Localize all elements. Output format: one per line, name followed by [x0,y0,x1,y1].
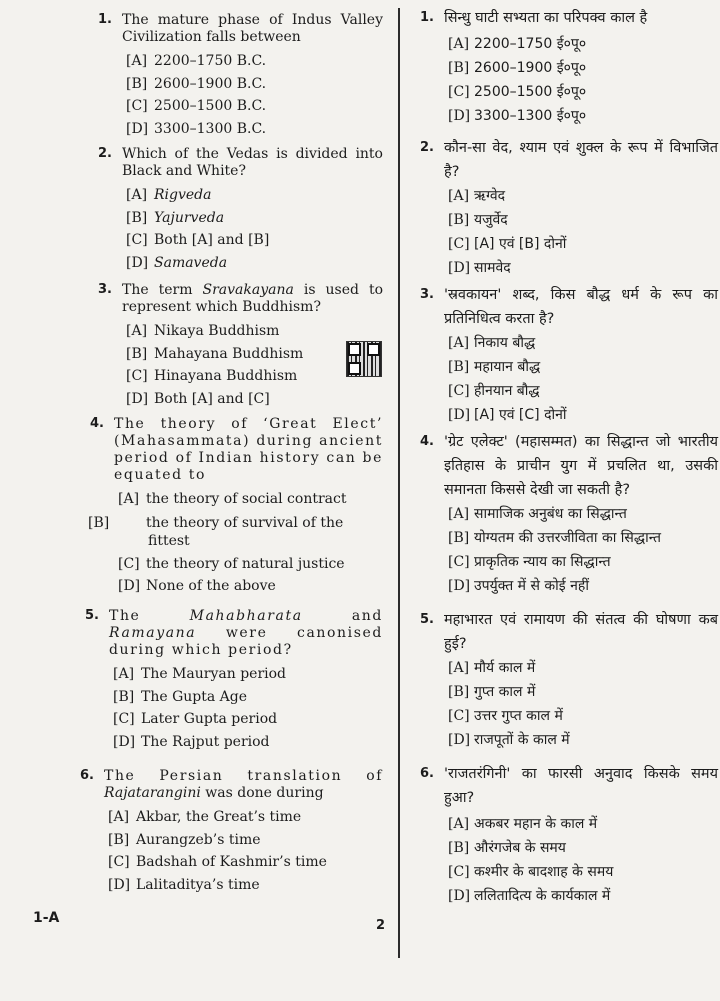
option-c: [C] 2500–1500 B.C. [126,98,267,114]
option-c: [C] the theory of natural justice [118,555,345,572]
option-list [98,320,383,410]
question-number: 2. [98,146,112,161]
question-number: 3. [98,282,112,297]
question-text: The Persian translation of Rajatarangini was done during [104,768,383,801]
option-b: [B] Mahayana Buddhism [126,345,304,362]
question-3-hi [420,283,718,427]
question-text: 'राजतरंगिनी' का फारसी अनुवाद किसके समय हुआ? [444,766,718,806]
option-a: [A] 2200–1750 B.C. [126,53,267,69]
option-list [80,806,383,896]
option-a: [A] the theory of social contract [118,491,347,507]
question-6-hi [420,762,718,908]
option-d: [D] Samaveda [126,254,228,271]
question-6-en [80,768,383,896]
option-d: [D] None of the above [118,578,276,594]
option-b: [B] योग्यतम की उत्तरजीविता का सिद्धान्त [448,530,662,546]
option-b: [B] Yajurveda [126,209,225,226]
option-d: [D] The Rajput period [113,733,270,750]
option-a: [A] Rigveda [126,187,212,203]
option-d: [D] Both [A] and [C] [126,390,270,407]
option-a: [A] निकाय बौद्ध [448,335,536,351]
option-list [90,488,383,598]
question-number: 6. [80,768,94,783]
question-number: 5. [85,608,99,623]
option-c: [C] Hinayana Buddhism [126,368,298,384]
option-a: [A] सामाजिक अनुबंध का सिद्धान्त [448,506,627,522]
option-a: [A] 2200–1750 ई०पू० [448,36,587,52]
option-list [420,32,718,128]
question-3-en [98,282,383,410]
option-d: [D] ललितादित्य के कार्यकाल में [448,888,611,904]
option-d: [D] उपर्युक्त में से कोई नहीं [448,578,589,594]
option-list [420,331,718,427]
question-text: Which of the Vedas is divided into Black and White? [122,146,383,179]
question-number: 6. [420,766,434,781]
option-list [85,663,383,753]
booklet-code: 1-A [33,910,60,926]
page-number: 2 [376,918,386,933]
option-c: [C] हीनयान बौद्ध [448,383,540,399]
option-a: [A] ऋग्वेद [448,188,506,204]
question-5-en [85,608,383,753]
option-a: [A] Akbar, the Great’s time [108,809,302,825]
option-c: [C] 2500–1500 ई०पू० [448,84,587,100]
question-number: 4. [90,416,104,431]
option-c: [C] प्राकृतिक न्याय का सिद्धान्त [448,554,611,570]
question-text: 'स्रवकायन' शब्द, किस बौद्ध धर्म के रूप का प्रतिनिधित्व करता है? [444,287,718,327]
option-c: [C] Later Gupta period [113,711,278,727]
question-4-hi [420,430,718,598]
option-list [98,184,383,274]
question-number: 1. [420,10,434,25]
question-2-en [98,146,383,274]
question-text: कौन-सा वेद, श्याम एवं शुक्ल के रूप में विभाजित है? [444,140,718,180]
question-text: महाभारत एवं रामायण की संतत्व की घोषणा कब हुई? [444,612,718,652]
question-2-hi [420,136,718,280]
question-number: 4. [420,434,434,449]
option-c: [C] Both [A] and [B] [126,232,270,248]
question-text: सिन्धु घाटी सभ्यता का परिपक्व काल है [444,10,648,26]
option-c: [C] उत्तर गुप्त काल में [448,708,563,724]
option-d: [D] 3300–1300 B.C. [126,120,267,137]
question-text: The Mahabharata and Ramayana were canonised during which period? [109,608,383,658]
question-5-hi [420,608,718,752]
option-a: [A] The Mauryan period [113,666,287,682]
question-number: 3. [420,287,434,302]
question-text: 'ग्रेट एलेक्ट' (महासम्मत) का सिद्धान्त जो भारतीय इतिहास के प्राचीन युग में प्रचलित था, उसकी समानता किससे देखी जा सकती है? [444,434,718,498]
question-text: The mature phase of Indus Valley Civilization falls between [122,12,383,45]
option-a: [A] Nikaya Buddhism [126,323,280,339]
question-number: 5. [420,612,434,627]
option-list [420,502,718,598]
option-d: [D] सामवेद [448,260,511,276]
option-b: [B] 2600–1900 ई०पू० [448,60,587,76]
option-d: [D] 3300–1300 ई०पू० [448,108,587,124]
option-b: [B] The Gupta Age [113,688,248,705]
option-c: [C] [A] एवं [B] दोनों [448,236,567,252]
column-divider [398,8,400,958]
option-b: [B] Aurangzeb’s time [108,831,261,848]
option-list [420,812,718,908]
question-1-hi [420,6,718,128]
option-b: [B] the theory of survival of the fittest [88,514,344,549]
option-b: [B] गुप्त काल में [448,684,536,700]
option-d: [D] [A] एवं [C] दोनों [448,407,567,423]
question-4-en [90,416,383,598]
option-list [98,50,383,140]
option-list [420,184,718,280]
option-list [420,656,718,752]
option-a: [A] मौर्य काल में [448,660,536,676]
option-d: [D] Lalitaditya’s time [108,876,260,893]
option-b: [B] महायान बौद्ध [448,359,541,375]
question-1-en [98,12,383,140]
option-d: [D] राजपूतों के काल में [448,732,570,748]
question-number: 1. [98,12,112,27]
option-b: [B] 2600–1900 B.C. [126,75,267,92]
option-b: [B] औरंगजेब के समय [448,840,566,856]
qr-code-icon [346,341,382,377]
question-number: 2. [420,140,434,155]
option-c: [C] Badshah of Kashmir’s time [108,854,327,870]
question-text: The theory of ‘Great Elect’ (Mahasammata) during ancient period of Indian history can be equated to [114,416,383,483]
option-a: [A] अकबर महान के काल में [448,816,598,832]
question-text: The term Sravakayana is used to represent which Buddhism? [122,282,384,315]
option-c: [C] कश्मीर के बादशाह के समय [448,864,614,880]
option-b: [B] यजुर्वेद [448,212,508,228]
